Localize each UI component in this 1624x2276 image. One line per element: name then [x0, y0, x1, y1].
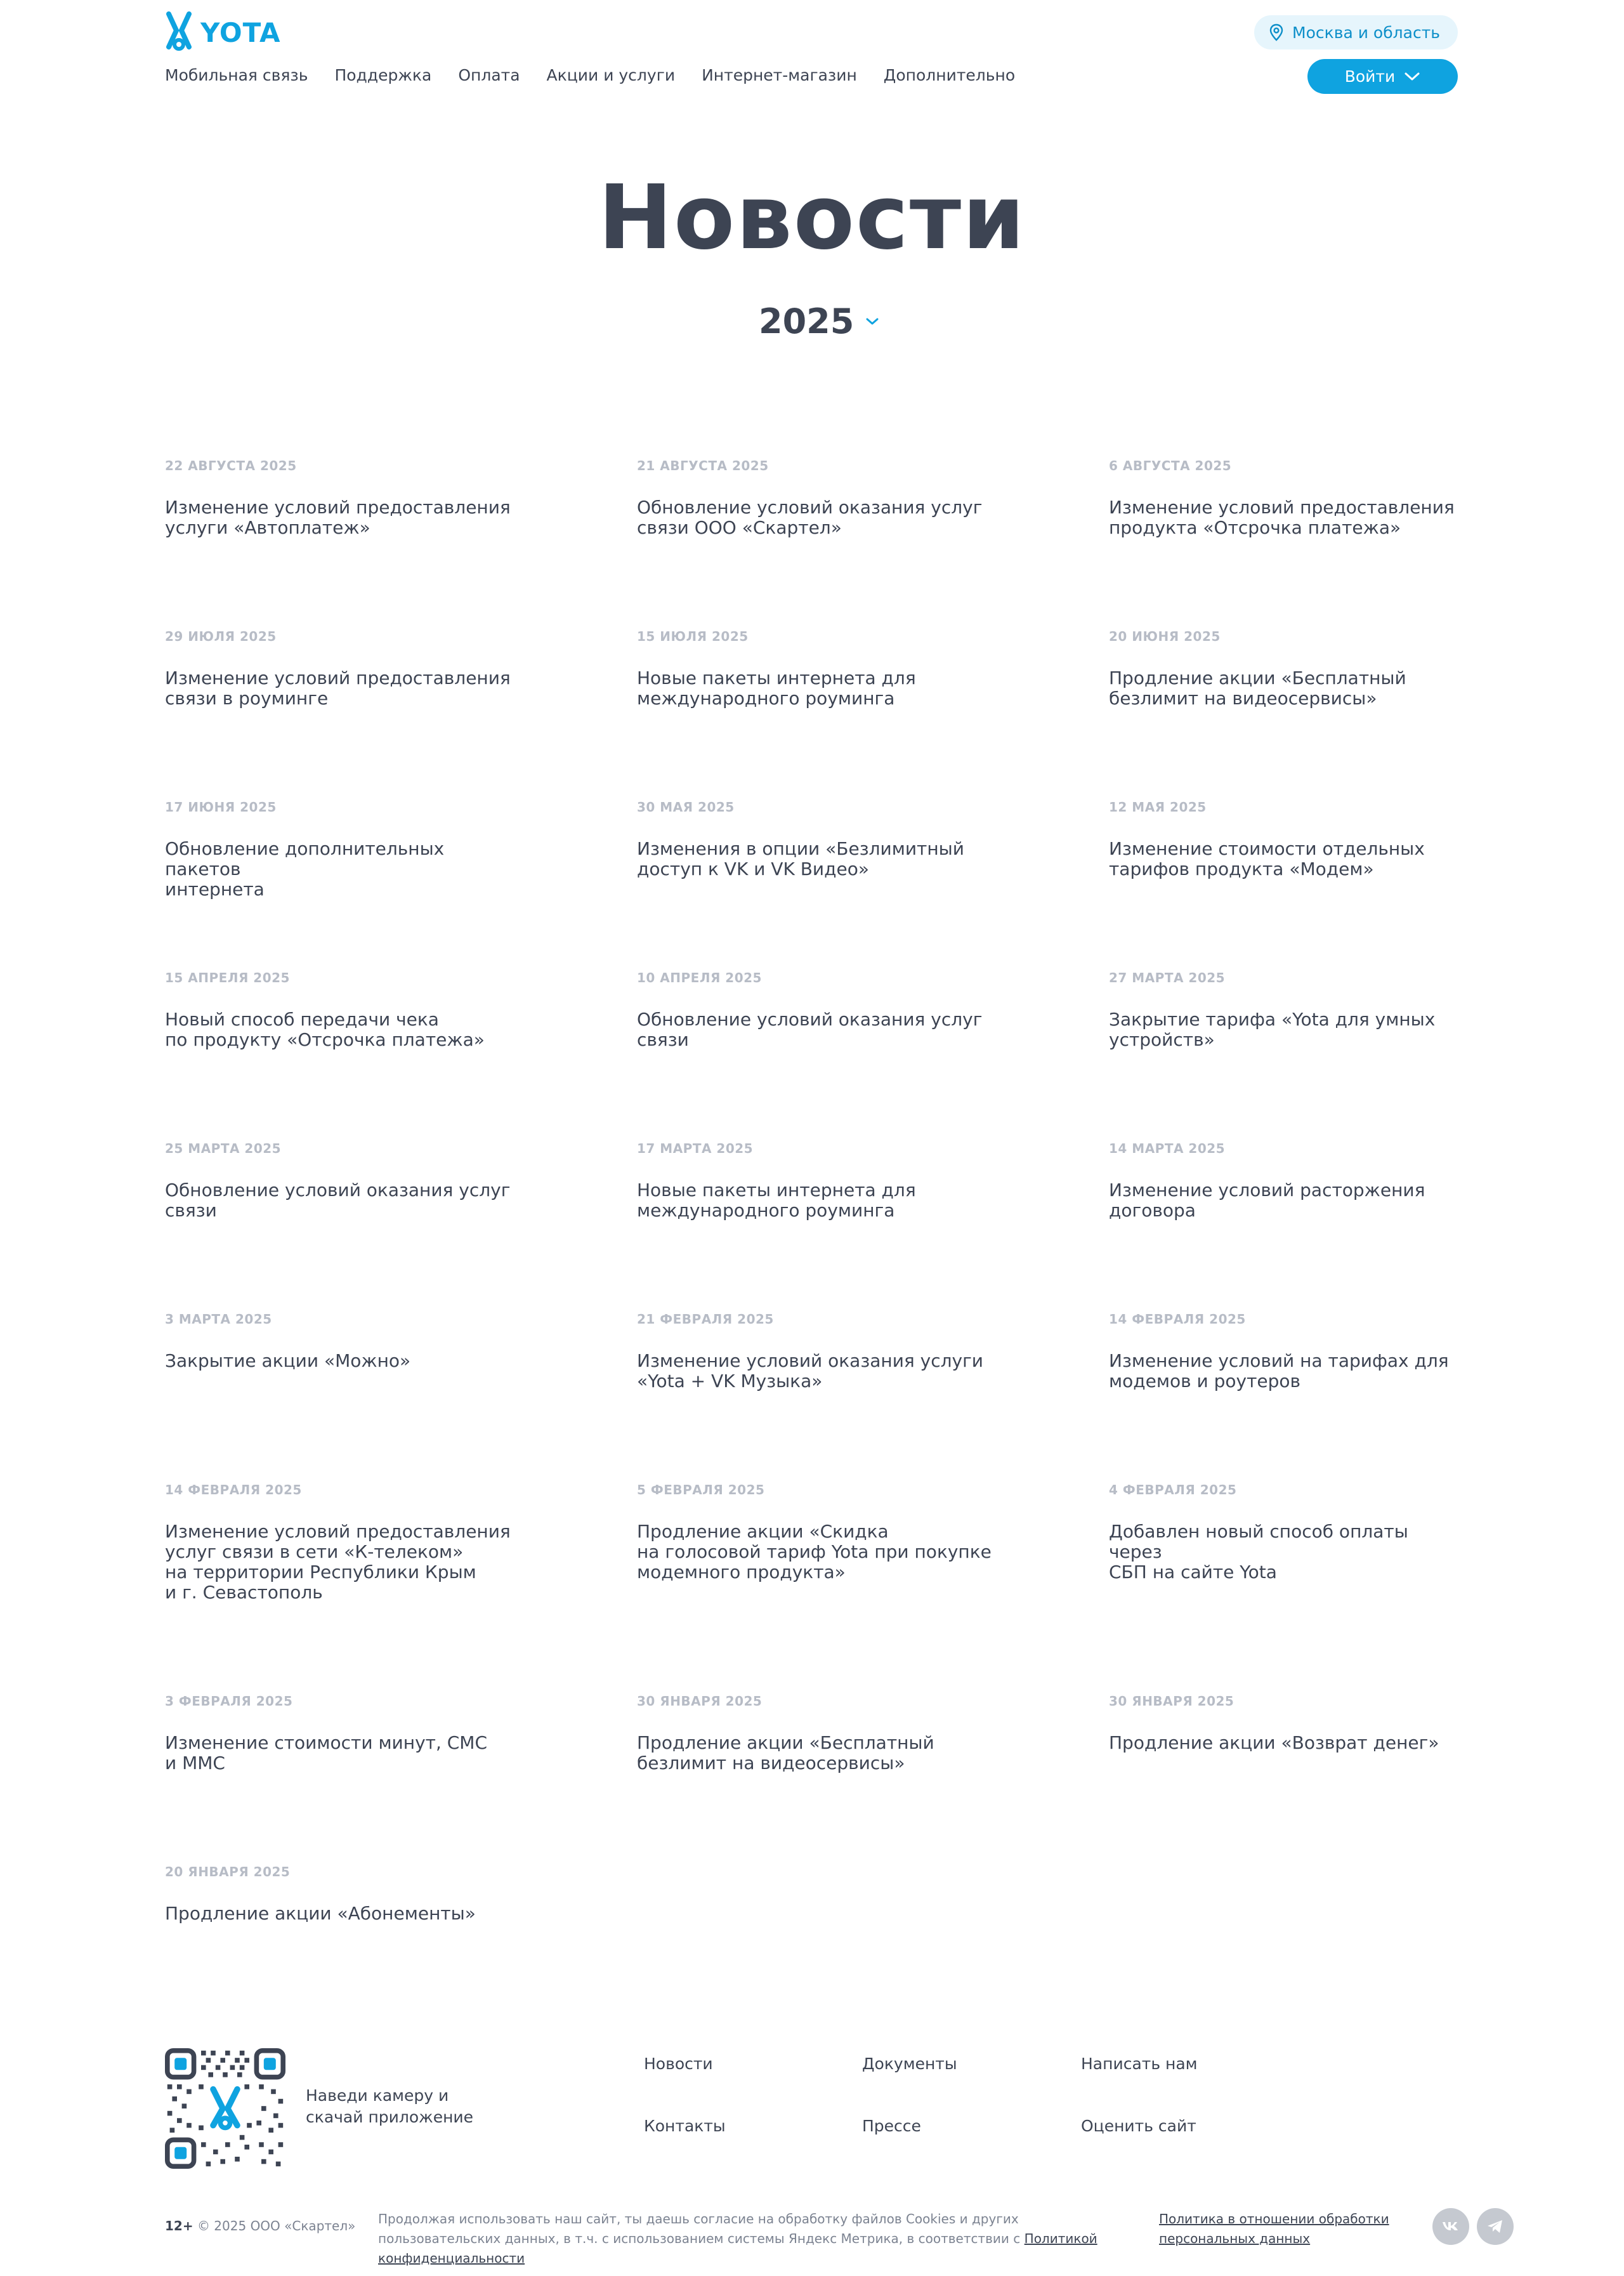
year-value: 2025: [759, 301, 855, 341]
yota-logo-icon: [165, 11, 193, 53]
news-title[interactable]: Продление акции «Абонементы»: [165, 1903, 476, 1924]
qr-caption: Наведи камеру и скачай приложение: [306, 2086, 474, 2126]
news-date: 30 МАЯ 2025: [637, 799, 735, 815]
news-item[interactable]: [1109, 799, 1464, 879]
region-label: Москва и область: [1292, 23, 1440, 42]
news-date: 25 МАРТА 2025: [165, 1141, 282, 1156]
news-item[interactable]: [165, 970, 520, 1050]
age-rating: 12+: [165, 2218, 193, 2233]
news-item[interactable]: [637, 799, 992, 879]
news-item[interactable]: [1109, 1694, 1464, 1753]
news-date: 10 АПРЕЛЯ 2025: [637, 970, 762, 985]
footer-link-contact-us[interactable]: Написать нам: [1081, 2055, 1198, 2073]
chevron-down-icon: [865, 317, 879, 326]
news-date: 30 ЯНВАРЯ 2025: [1109, 1694, 1234, 1709]
app-qr-code: [165, 2048, 285, 2169]
news-title[interactable]: Новый способ передачи чека по продукту «Отсрочка платежа»: [165, 1009, 485, 1050]
news-date: 5 ФЕВРАЛЯ 2025: [637, 1482, 765, 1497]
news-item[interactable]: [1109, 1482, 1464, 1582]
nav-item-promos[interactable]: Акции и услуги: [546, 66, 676, 84]
footer-link-contacts[interactable]: Контакты: [644, 2117, 726, 2135]
footer-link-news[interactable]: Новости: [644, 2055, 713, 2073]
news-title[interactable]: Изменения в опции «Безлимитный доступ к VK и VK Видео»: [637, 838, 964, 879]
news-date: 20 ИЮНЯ 2025: [1109, 629, 1221, 644]
copyright: [165, 2218, 355, 2233]
news-item[interactable]: [165, 629, 520, 709]
news-date: 21 ФЕВРАЛЯ 2025: [637, 1312, 774, 1327]
copyright-text: © 2025 ООО «Скартел»: [197, 2218, 356, 2233]
news-title[interactable]: Изменение условий предоставления продукта «Отсрочка платежа»: [1109, 497, 1455, 538]
nav-item-more[interactable]: Дополнительно: [883, 66, 1016, 84]
news-date: 17 МАРТА 2025: [637, 1141, 754, 1156]
news-item[interactable]: [637, 1694, 992, 1773]
news-title[interactable]: Изменение условий расторжения договора: [1109, 1180, 1425, 1221]
news-item[interactable]: [637, 970, 992, 1050]
news-date: 6 АВГУСТА 2025: [1109, 458, 1232, 473]
news-item[interactable]: [1109, 458, 1464, 538]
news-item[interactable]: [165, 1694, 520, 1773]
news-date: 20 ЯНВАРЯ 2025: [165, 1864, 291, 1879]
news-item[interactable]: [1109, 629, 1464, 709]
news-date: 27 МАРТА 2025: [1109, 970, 1226, 985]
footer-link-rate-site[interactable]: Оценить сайт: [1081, 2117, 1196, 2135]
personal-data-policy-link[interactable]: Политика в отношении обработки персональных данных: [1159, 2211, 1389, 2246]
news-date: 15 АПРЕЛЯ 2025: [165, 970, 290, 985]
telegram-logo-shape: [1486, 2219, 1504, 2234]
news-date: 12 МАЯ 2025: [1109, 799, 1207, 815]
nav-item-support[interactable]: Поддержка: [334, 66, 432, 84]
news-item[interactable]: [637, 458, 992, 538]
news-title[interactable]: Изменение условий предоставления услуги «Автоплатеж»: [165, 497, 511, 538]
news-item[interactable]: [1109, 1312, 1464, 1391]
footer-link-documents[interactable]: Документы: [862, 2055, 957, 2073]
logo-text: YOTA: [200, 16, 281, 48]
cookie-text: Продолжая использовать наш сайт, ты даешь согласие на обработку файлов Cookies и других пользовательских данных, в т.ч. с использованием системы Яндекс Метрика, в соответствии с: [378, 2211, 1025, 2246]
main-nav: [165, 66, 1015, 84]
news-title[interactable]: Новые пакеты интернета для международного роуминга: [637, 1180, 916, 1221]
news-item[interactable]: [165, 799, 520, 900]
news-item[interactable]: [165, 1312, 520, 1371]
news-date: 29 ИЮЛЯ 2025: [165, 629, 277, 644]
news-title[interactable]: Обновление условий оказания услуг связи ООО «Скартел»: [637, 497, 983, 538]
news-title[interactable]: Продление акции «Бесплатный безлимит на видеосервисы»: [1109, 668, 1406, 709]
news-title[interactable]: Обновление условий оказания услуг связи: [637, 1009, 983, 1050]
news-date: 15 ИЮЛЯ 2025: [637, 629, 749, 644]
news-title[interactable]: Продление акции «Возврат денег»: [1109, 1732, 1439, 1753]
news-item[interactable]: [165, 1482, 520, 1603]
news-title[interactable]: Изменение стоимости отдельных тарифов продукта «Модем»: [1109, 838, 1425, 879]
nav-item-mobile[interactable]: Мобильная связь: [165, 66, 308, 84]
news-date: 3 МАРТА 2025: [165, 1312, 272, 1327]
news-title[interactable]: Добавлен новый способ оплаты через СБП на сайте Yota: [1109, 1521, 1408, 1582]
footer-link-press[interactable]: Прессе: [862, 2117, 921, 2135]
news-item[interactable]: [637, 1482, 992, 1582]
cookie-notice: [378, 2209, 1139, 2268]
login-label: Войти: [1344, 67, 1396, 86]
news-item[interactable]: [165, 1141, 520, 1221]
news-date: 4 ФЕВРАЛЯ 2025: [1109, 1482, 1237, 1497]
region-selector[interactable]: [1254, 15, 1458, 49]
login-button[interactable]: [1307, 59, 1458, 94]
news-date: 17 ИЮНЯ 2025: [165, 799, 277, 815]
chevron-down-icon: [1404, 72, 1420, 82]
news-title[interactable]: Новые пакеты интернета для международного роуминга: [637, 668, 916, 709]
news-item[interactable]: [1109, 1141, 1464, 1221]
news-date: 30 ЯНВАРЯ 2025: [637, 1694, 763, 1709]
news-item[interactable]: [637, 629, 992, 709]
nav-item-shop[interactable]: Интернет-магазин: [702, 66, 857, 84]
news-date: 14 ФЕВРАЛЯ 2025: [1109, 1312, 1246, 1327]
news-item[interactable]: [1109, 970, 1464, 1050]
news-title[interactable]: Обновление условий оказания услуг связи: [165, 1180, 511, 1221]
news-date: 14 МАРТА 2025: [1109, 1141, 1226, 1156]
news-title[interactable]: Изменение стоимости минут, СМС и ММС: [165, 1732, 488, 1773]
news-item[interactable]: [165, 458, 520, 538]
vk-icon[interactable]: [1432, 2208, 1469, 2245]
news-title[interactable]: Изменение условий предоставления связи в роуминге: [165, 668, 511, 709]
privacy-policy-link[interactable]: Политикой конфиденциальности: [378, 2231, 1097, 2266]
news-title[interactable]: Продление акции «Бесплатный безлимит на видеосервисы»: [637, 1732, 934, 1773]
news-date: 22 АВГУСТА 2025: [165, 458, 297, 473]
news-title[interactable]: Изменение условий предоставления услуг связи в сети «К-телеком» на территории Республики Крым и г. Севастополь: [165, 1521, 511, 1603]
news-title[interactable]: Изменение условий оказания услуги «Yota + VK Музыка»: [637, 1350, 983, 1391]
news-title[interactable]: Обновление дополнительных пакетов интернета: [165, 838, 445, 900]
news-title[interactable]: Закрытие акции «Можно»: [165, 1350, 411, 1371]
news-title[interactable]: Закрытие тарифа «Yota для умных устройств»: [1109, 1009, 1436, 1050]
year-selector[interactable]: [759, 301, 879, 341]
news-title[interactable]: Изменение условий на тарифах для модемов и роутеров: [1109, 1350, 1449, 1391]
telegram-icon[interactable]: [1477, 2208, 1514, 2245]
news-date: 14 ФЕВРАЛЯ 2025: [165, 1482, 302, 1497]
page-title: Новости: [598, 166, 1026, 270]
news-item[interactable]: [637, 1312, 992, 1391]
news-item[interactable]: [637, 1141, 992, 1221]
nav-item-payment[interactable]: Оплата: [458, 66, 520, 84]
news-title[interactable]: Продление акции «Скидка на голосовой тариф Yota при покупке модемного продукта»: [637, 1521, 992, 1582]
vk-logo-shape: [1441, 2221, 1460, 2232]
location-pin-icon: [1269, 23, 1283, 41]
news-date: 21 АВГУСТА 2025: [637, 458, 769, 473]
news-date: 3 ФЕВРАЛЯ 2025: [165, 1694, 293, 1709]
news-item[interactable]: [165, 1864, 520, 1924]
yota-logo[interactable]: [165, 11, 281, 53]
